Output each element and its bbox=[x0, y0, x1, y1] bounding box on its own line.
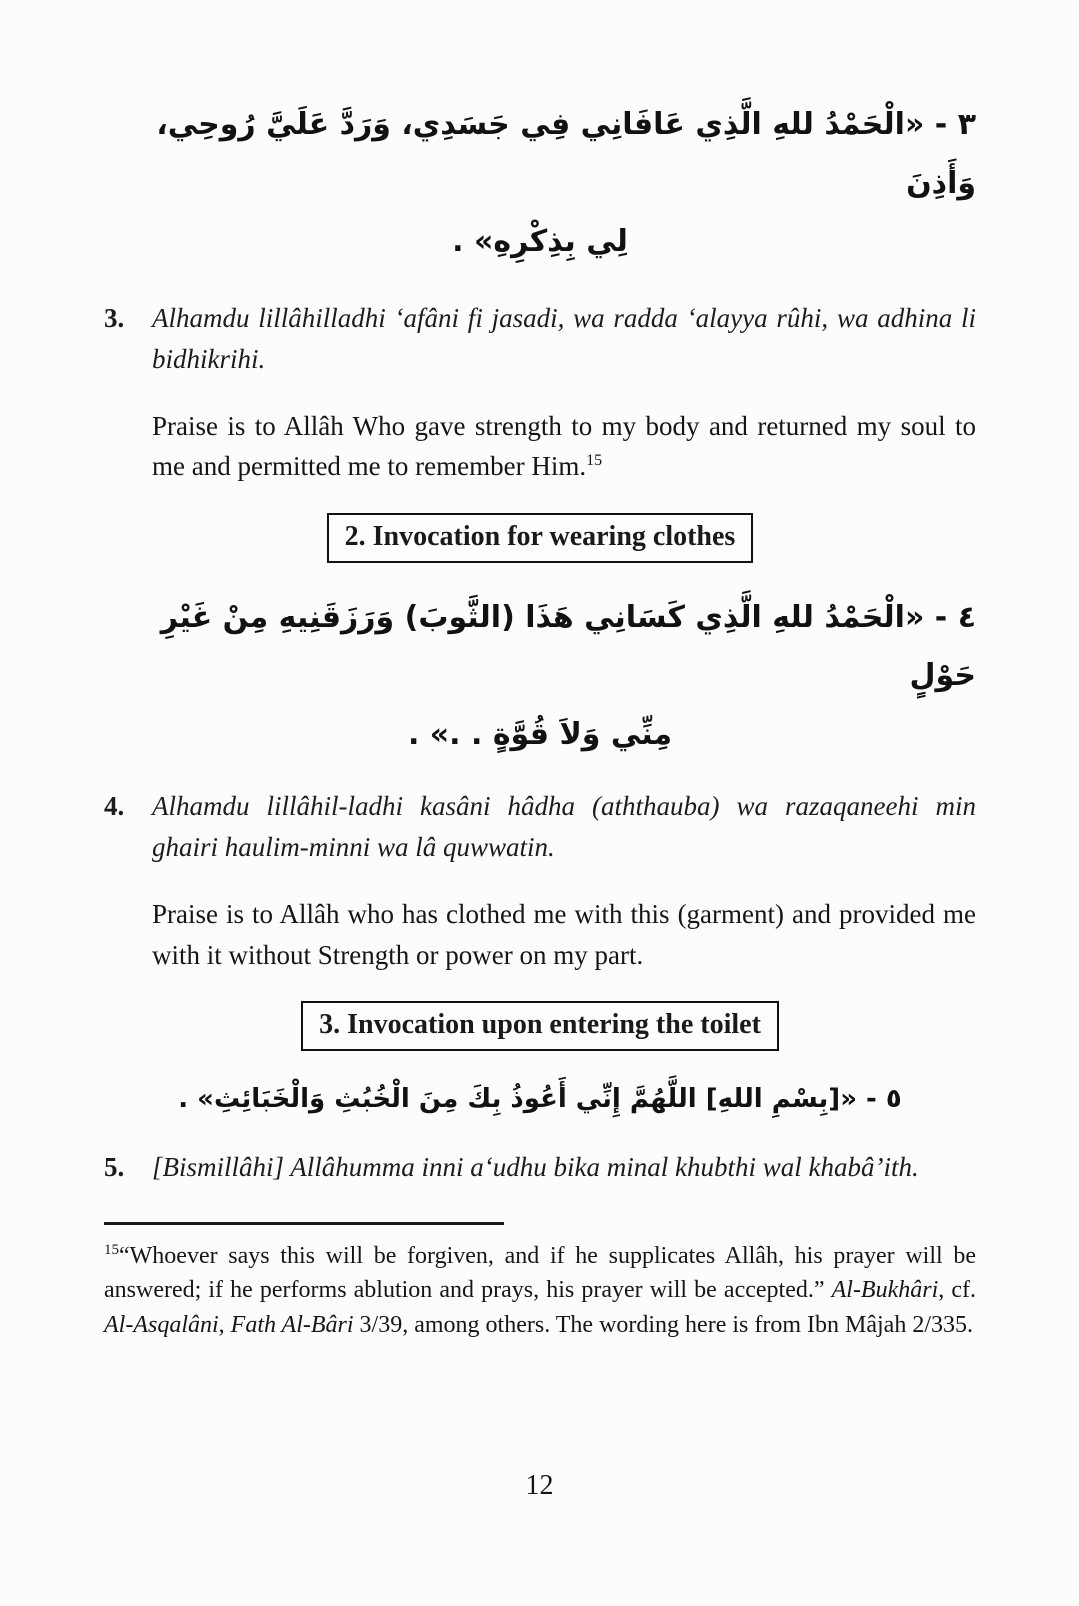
footnote-text-part-1: “Whoever says this will be forgiven, and if he supplicates Allâh, his prayer will be answered; if he performs ablution and prays, his prayer will be accepted.” bbox=[104, 1243, 976, 1304]
invocation-5-transliteration bbox=[104, 1147, 976, 1188]
invocation-4-transliteration-text: Alhamdu lillâhil-ladhi kasâni hâdha (aththauba) wa razaqaneehi min ghairi haulim-minni wa lâ quwwatin. bbox=[152, 791, 976, 863]
invocation-3-transliteration-text: Alhamdu lillâhilladhi ‘afâni fi jasadi, wa radda ‘alayya rûhi, wa adhina li bidhikrihi. bbox=[152, 302, 976, 374]
invocation-5-arabic bbox=[104, 1077, 976, 1121]
section-heading-3: 3. Invocation upon entering the toilet bbox=[301, 1001, 779, 1051]
invocation-4-arabic bbox=[104, 589, 976, 765]
footnote-text-part-2: , cf. bbox=[938, 1277, 976, 1304]
invocation-3-translation-text: Praise is to Allâh Who gave strength to my body and returned my soul to me and permitted me to remember Him. bbox=[152, 410, 976, 482]
section-heading-3-wrapper bbox=[104, 1001, 976, 1051]
footnote-separator bbox=[104, 1222, 504, 1225]
invocation-3-arabic bbox=[104, 96, 976, 272]
invocation-4-arabic-line-1: ٤ - «الْحَمْدُ للهِ الَّذِي كَسَانِي هَذَا (الثَّوبَ) وَرَزَقَنِيهِ مِنْ غَيْرِ حَوْلٍ bbox=[160, 599, 976, 694]
invocation-3-translation bbox=[104, 406, 976, 487]
invocation-4-number: 4. bbox=[104, 791, 125, 822]
section-heading-2-wrapper bbox=[104, 513, 976, 563]
page-content bbox=[104, 0, 976, 1606]
section-heading-2: 2. Invocation for wearing clothes bbox=[327, 513, 754, 563]
invocation-4-transliteration bbox=[104, 786, 976, 868]
invocation-5-transliteration-text: [Bismillâhi] Allâhumma inni a‘udhu bika minal khubthi wal khabâ’ith. bbox=[152, 1152, 919, 1183]
invocation-5-number: 5. bbox=[104, 1152, 125, 1183]
footnote-reference-15[interactable]: 15 bbox=[586, 452, 603, 470]
footnote-15 bbox=[104, 1239, 976, 1341]
invocation-4-arabic-line-2: مِنِّي وَلاَ قُوَّةٍ . .» . bbox=[407, 716, 673, 752]
footnote-text-part-3: 3/39, among others. The wording here is from Ibn Mâjah 2/335. bbox=[353, 1311, 973, 1338]
invocation-3-transliteration bbox=[104, 298, 976, 380]
invocation-5-arabic-line-1: ٥ - «[بِسْمِ اللهِ] اللَّهُمَّ إِنِّي أَعُوذُ بِكَ مِنَ الْخُبُثِ وَالْخَبَائِثِ» . bbox=[178, 1084, 902, 1115]
invocation-4-translation bbox=[104, 894, 976, 975]
invocation-4-translation-text: Praise is to Allâh who has clothed me with this (garment) and provided me with it without Strength or power on my part. bbox=[152, 899, 976, 970]
footnote-source-bukhari: Al-Bukhâri bbox=[831, 1277, 939, 1304]
page-number: 12 bbox=[525, 1470, 554, 1501]
invocation-3-arabic-line-1: ٣ - «الْحَمْدُ للهِ الَّذِي عَافَانِي فِي جَسَدِي، وَرَدَّ عَلَيَّ رُوحِي، وَأَذِنَ bbox=[156, 107, 976, 201]
invocation-3-number: 3. bbox=[104, 302, 125, 333]
footnote-number: 15 bbox=[104, 1242, 119, 1259]
invocation-3-arabic-line-2: لِي بِذِكْرِهِ» . bbox=[452, 224, 628, 259]
footnote-source-asqalani: Al-Asqalâni, Fath Al-Bâri bbox=[104, 1311, 354, 1338]
